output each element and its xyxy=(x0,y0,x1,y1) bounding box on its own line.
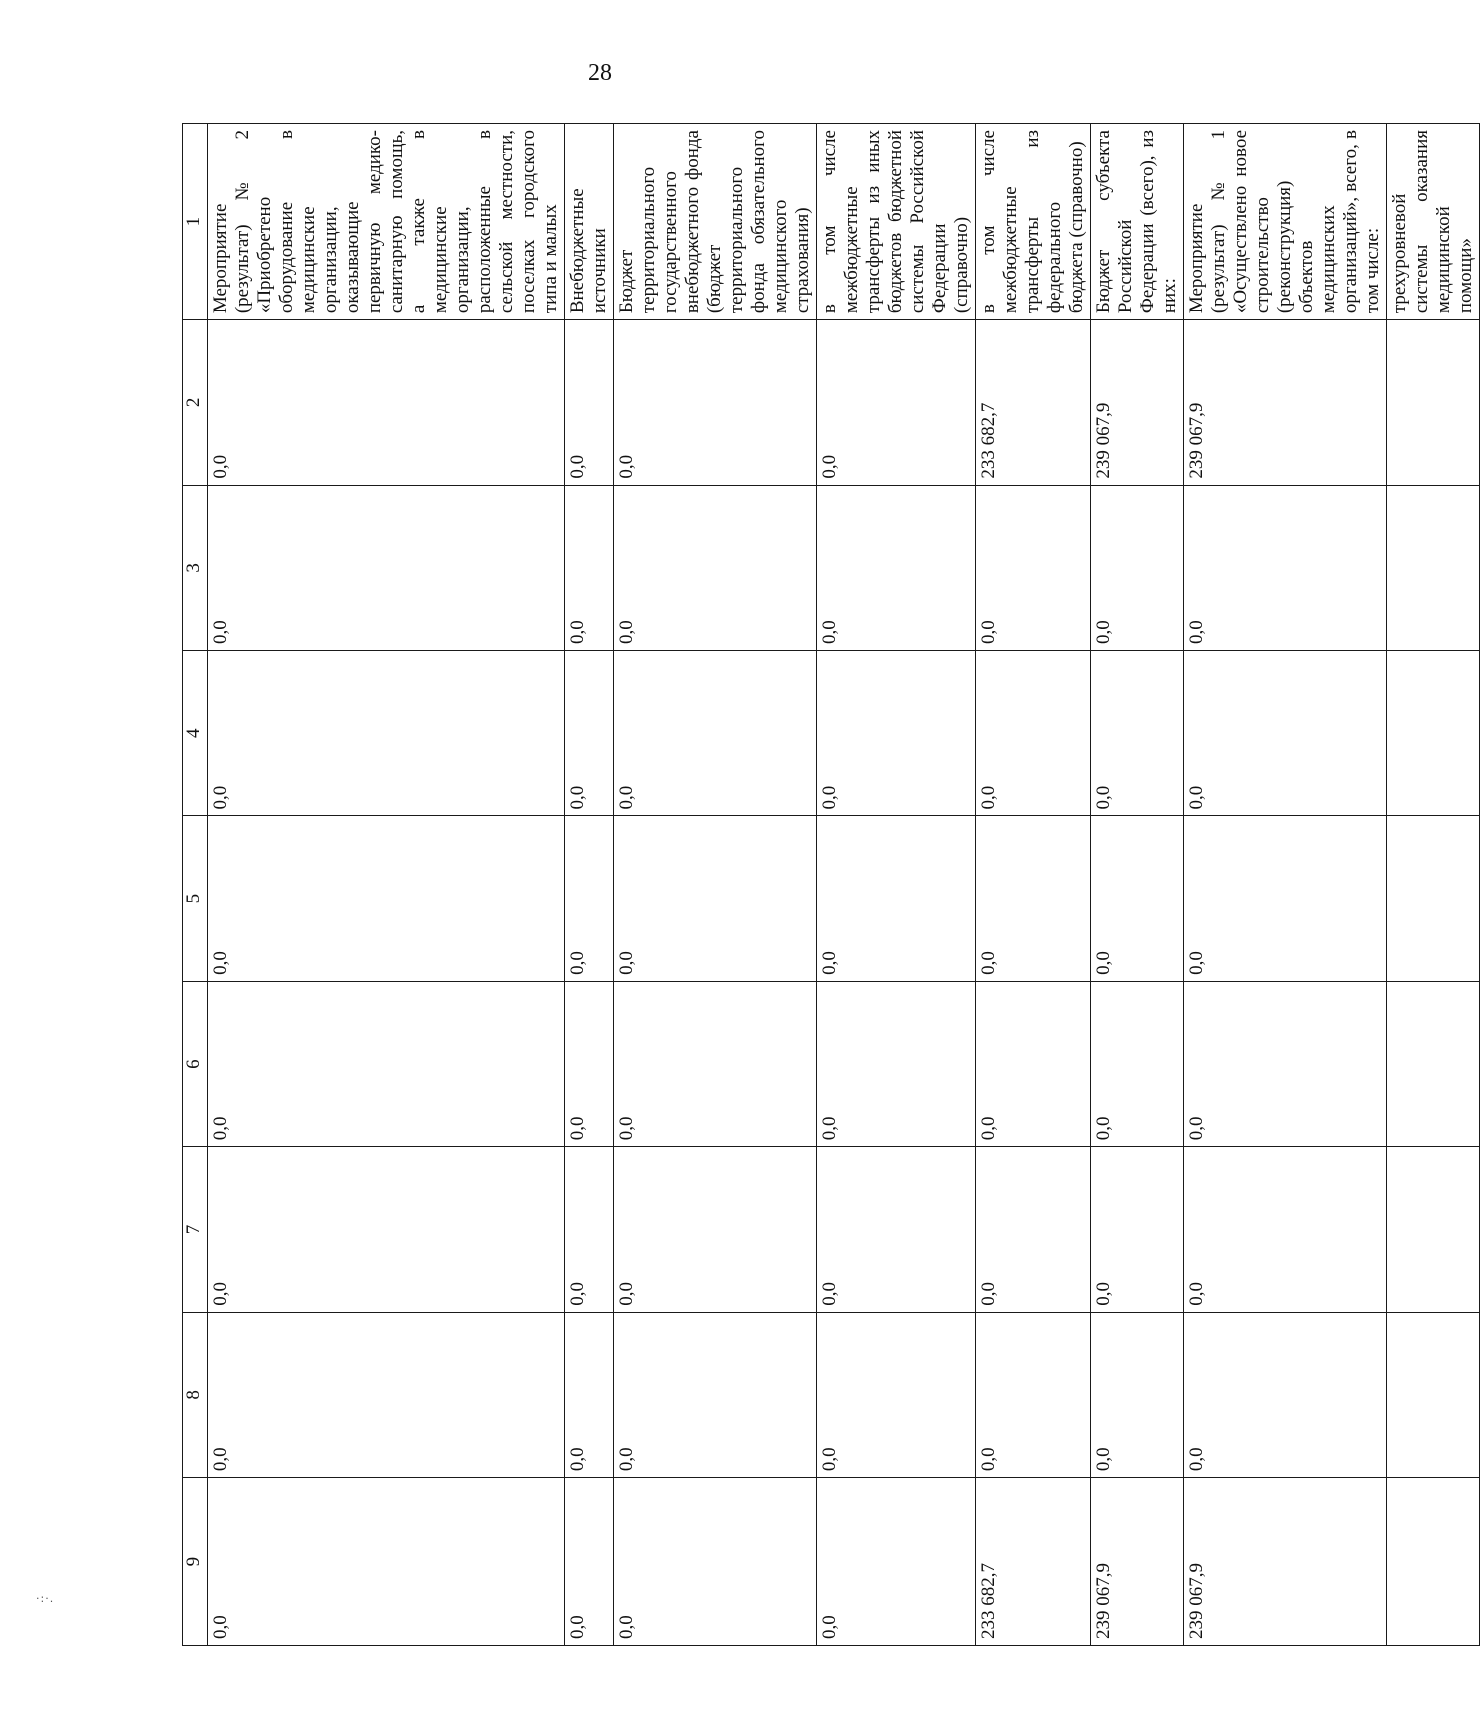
table-cell xyxy=(1387,1312,1480,1477)
table-cell: 0,0 xyxy=(976,1147,1091,1312)
page-number: 28 xyxy=(588,60,612,86)
table-cell: 0,0 xyxy=(208,1147,565,1312)
column-header: 7 xyxy=(183,1147,208,1312)
column-header: 6 xyxy=(183,981,208,1146)
column-header: 8 xyxy=(183,1312,208,1477)
table-cell: 0,0 xyxy=(817,1478,976,1646)
table-cell: 0,0 xyxy=(1091,651,1184,816)
table-cell: 0,0 xyxy=(1184,651,1387,816)
table-cell: 0,0 xyxy=(565,1478,614,1646)
table-cell: 0,0 xyxy=(1184,1312,1387,1477)
budget-table xyxy=(182,123,1480,1646)
table-cell: 0,0 xyxy=(614,1478,817,1646)
table-cell: 0,0 xyxy=(1091,1312,1184,1477)
table-cell: 0,0 xyxy=(208,1478,565,1646)
table-cell: 239 067,9 xyxy=(1184,1478,1387,1646)
table-cell: 0,0 xyxy=(817,485,976,650)
table-cell: 239 067,9 xyxy=(1091,320,1184,485)
column-header: 5 xyxy=(183,816,208,981)
table-cell: 0,0 xyxy=(976,1312,1091,1477)
table-cell: 0,0 xyxy=(614,320,817,485)
table-row xyxy=(565,124,614,1646)
row-label: в том числе межбюджетные трансферты из иных бюджетов бюджетной системы Российской Федерации (справочно) xyxy=(817,124,976,320)
column-header: 2 xyxy=(183,320,208,485)
table-cell: 0,0 xyxy=(817,1312,976,1477)
table-cell: 0,0 xyxy=(1184,485,1387,650)
row-label: Бюджет субъекта Российской Федерации (всего), из них: xyxy=(1091,124,1184,320)
table-cell: 0,0 xyxy=(208,981,565,1146)
table-cell: 233 682,7 xyxy=(976,320,1091,485)
table-cell xyxy=(1387,816,1480,981)
table-cell xyxy=(1387,1147,1480,1312)
table-cell: 0,0 xyxy=(817,981,976,1146)
table-header-row xyxy=(183,124,208,1646)
column-header: 3 xyxy=(183,485,208,650)
table-cell: 0,0 xyxy=(976,651,1091,816)
table-cell: 0,0 xyxy=(1091,816,1184,981)
table-cell: 0,0 xyxy=(1091,1147,1184,1312)
table-cell: 0,0 xyxy=(208,485,565,650)
table-row xyxy=(1184,124,1387,1646)
table-frame xyxy=(182,123,1476,1646)
table-cell: 0,0 xyxy=(976,981,1091,1146)
table-cell: 0,0 xyxy=(614,1312,817,1477)
table-cell: 239 067,9 xyxy=(1184,320,1387,485)
table-row xyxy=(817,124,976,1646)
column-header: 9 xyxy=(183,1478,208,1646)
table-cell: 0,0 xyxy=(976,485,1091,650)
table-cell: 0,0 xyxy=(817,1147,976,1312)
table-cell xyxy=(1387,320,1480,485)
row-label: Мероприятие (результат) № 1 «Осуществлено новое строительство (реконструкция) объектов медицинских организаций», всего, в том числе: xyxy=(1184,124,1387,320)
scan-artifact: ·:·. xyxy=(36,1592,55,1605)
row-label: в том числе межбюджетные трансферты из федерального бюджета (справочно) xyxy=(976,124,1091,320)
table-row xyxy=(1387,124,1480,1646)
table-cell: 0,0 xyxy=(565,651,614,816)
table-cell xyxy=(1387,1478,1480,1646)
table-cell: 0,0 xyxy=(1091,485,1184,650)
table-cell: 0,0 xyxy=(208,651,565,816)
table-cell: 0,0 xyxy=(614,981,817,1146)
row-label: трехуровневой системы оказания медицинской помощи» xyxy=(1387,124,1480,320)
table-cell: 0,0 xyxy=(614,485,817,650)
table-cell: 0,0 xyxy=(817,651,976,816)
row-label: Внебюджетные источники xyxy=(565,124,614,320)
rotated-table-container xyxy=(182,123,1476,1646)
table-row xyxy=(614,124,817,1646)
table-cell: 0,0 xyxy=(565,816,614,981)
table-cell: 0,0 xyxy=(208,816,565,981)
table-row xyxy=(208,124,565,1646)
table-cell: 0,0 xyxy=(1091,981,1184,1146)
table-cell: 0,0 xyxy=(208,1312,565,1477)
table-cell: 0,0 xyxy=(565,320,614,485)
table-cell: 0,0 xyxy=(565,981,614,1146)
table-cell: 0,0 xyxy=(1184,1147,1387,1312)
table-cell: 239 067,9 xyxy=(1091,1478,1184,1646)
table-cell xyxy=(1387,485,1480,650)
column-header: 4 xyxy=(183,651,208,816)
table-cell: 0,0 xyxy=(1184,816,1387,981)
table-cell: 0,0 xyxy=(817,320,976,485)
row-label: Бюджет территориального государственного внебюджетного фонда (бюджет территориального фонда обязательного медицинского страхования) xyxy=(614,124,817,320)
table-cell xyxy=(1387,651,1480,816)
table-cell: 0,0 xyxy=(976,816,1091,981)
table-cell: 0,0 xyxy=(614,1147,817,1312)
table-cell: 0,0 xyxy=(614,816,817,981)
table-cell: 0,0 xyxy=(208,320,565,485)
table-cell: 0,0 xyxy=(565,1312,614,1477)
table-cell: 0,0 xyxy=(565,1147,614,1312)
table-cell: 0,0 xyxy=(817,816,976,981)
column-header: 1 xyxy=(183,124,208,320)
row-label: Мероприятие (результат) № 2 «Приобретено оборудование в медицинские организации, оказывающие первичную медико-санитарную помощь, а также в медицинские организации, расположенные в сельской местности, поселках городского типа и малых xyxy=(208,124,565,320)
table-cell: 0,0 xyxy=(614,651,817,816)
table-cell: 0,0 xyxy=(565,485,614,650)
table-cell: 0,0 xyxy=(1184,981,1387,1146)
table-cell xyxy=(1387,981,1480,1146)
table-row xyxy=(976,124,1091,1646)
table-row xyxy=(1091,124,1184,1646)
table-cell: 233 682,7 xyxy=(976,1478,1091,1646)
